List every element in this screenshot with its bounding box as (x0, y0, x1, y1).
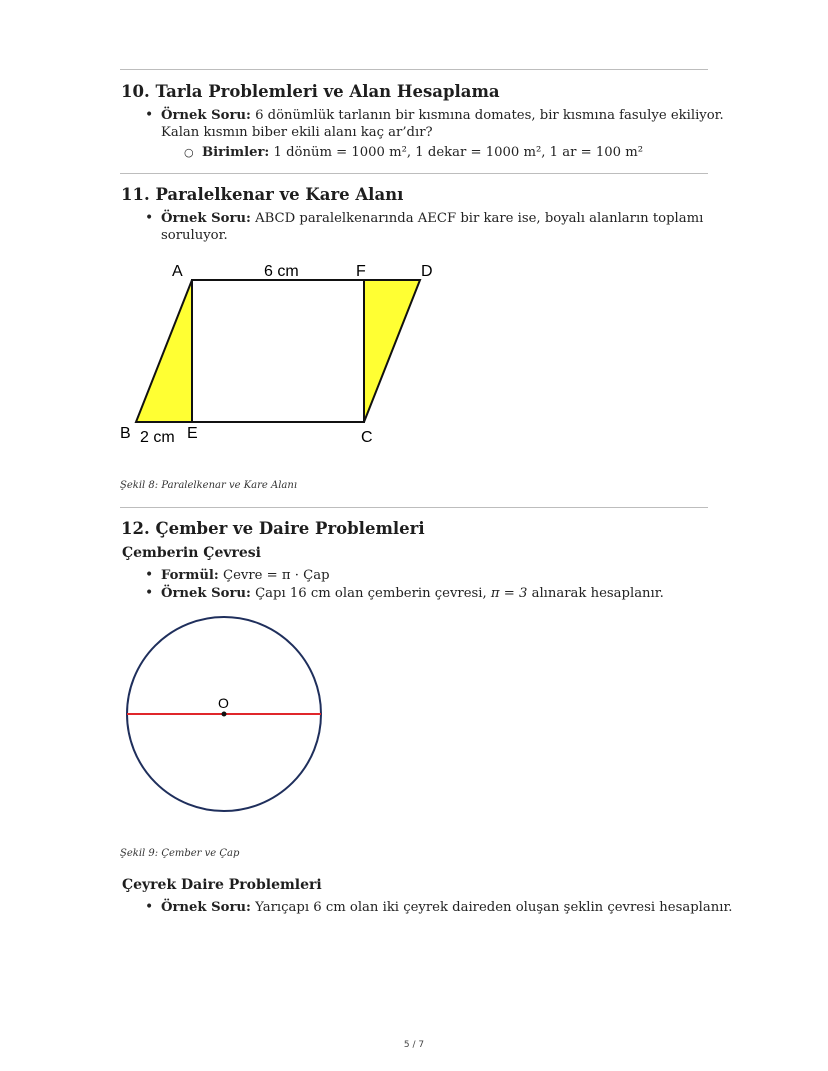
section-divider (120, 173, 708, 174)
center-label: O (218, 695, 229, 711)
figure-8-caption: Şekil 8: Paralelkenar ve Kare Alanı (120, 480, 298, 491)
example-text: Çapı 16 cm olan çemberin çevresi, (250, 586, 491, 601)
section-divider (120, 507, 708, 508)
example-label: Örnek Soru: (161, 211, 251, 226)
example-text: Yarıçapı 6 cm olan iki çeyrek daireden oluşan şeklin çevresi hesaplanır. (250, 900, 733, 915)
list-item (161, 106, 724, 125)
figure-9-caption: Şekil 9: Çember ve Çap (120, 848, 240, 859)
example-text-end: alınarak hesaplanır. (527, 586, 664, 601)
list-item (161, 209, 703, 228)
sub-list-item (202, 143, 643, 162)
circle-outline (127, 617, 321, 811)
section-10-title: 10. Tarla Problemleri ve Alan Hesaplama (121, 82, 500, 101)
example-label: Örnek Soru: (161, 586, 251, 601)
label-c: C (361, 429, 373, 446)
example-text-cont: soruluyor. (161, 228, 228, 243)
subsection-title: Çeyrek Daire Problemleri (122, 877, 322, 893)
list-item (161, 566, 330, 585)
units-label: Birimler: (202, 145, 270, 160)
section-12-title: 12. Çember ve Daire Problemleri (121, 519, 425, 538)
label-b: B (120, 425, 131, 442)
formula-text: Çevre = π · Çap (218, 568, 330, 583)
formula-label: Formül: (161, 568, 219, 583)
label-d: D (421, 263, 433, 280)
page-number: 5 / 7 (403, 1040, 425, 1050)
label-e: E (187, 425, 198, 442)
center-point (222, 712, 227, 717)
label-bottom-length: 2 cm (140, 429, 175, 446)
label-f: F (356, 263, 366, 280)
list-item (161, 584, 664, 603)
example-label: Örnek Soru: (161, 900, 251, 915)
label-a: A (172, 263, 183, 280)
example-text-cont: Kalan kısmın biber ekili alanı kaç ar’dır? (161, 125, 433, 140)
list-item (161, 898, 733, 917)
example-text: 6 dönümlük tarlanın bir kısmına domates, bir kısmına fasulye ekiliyor. (250, 108, 724, 123)
example-text: ABCD paralelkenarında AECF bir kare ise, boyalı alanların toplamı (250, 211, 704, 226)
section-11-title: 11. Paralelkenar ve Kare Alanı (121, 185, 404, 204)
pi-equation: π = 3 (490, 586, 528, 601)
units-text: 1 dönüm = 1000 m², 1 dekar = 1000 m², 1 ar = 100 m² (269, 145, 643, 160)
section-divider (120, 69, 708, 70)
subsection-title: Çemberin Çevresi (122, 545, 261, 561)
shaded-triangle-left (136, 280, 192, 422)
label-top-length: 6 cm (264, 263, 299, 280)
shaded-triangle-right (364, 280, 420, 422)
square-aecf (192, 280, 364, 422)
example-label: Örnek Soru: (161, 108, 251, 123)
